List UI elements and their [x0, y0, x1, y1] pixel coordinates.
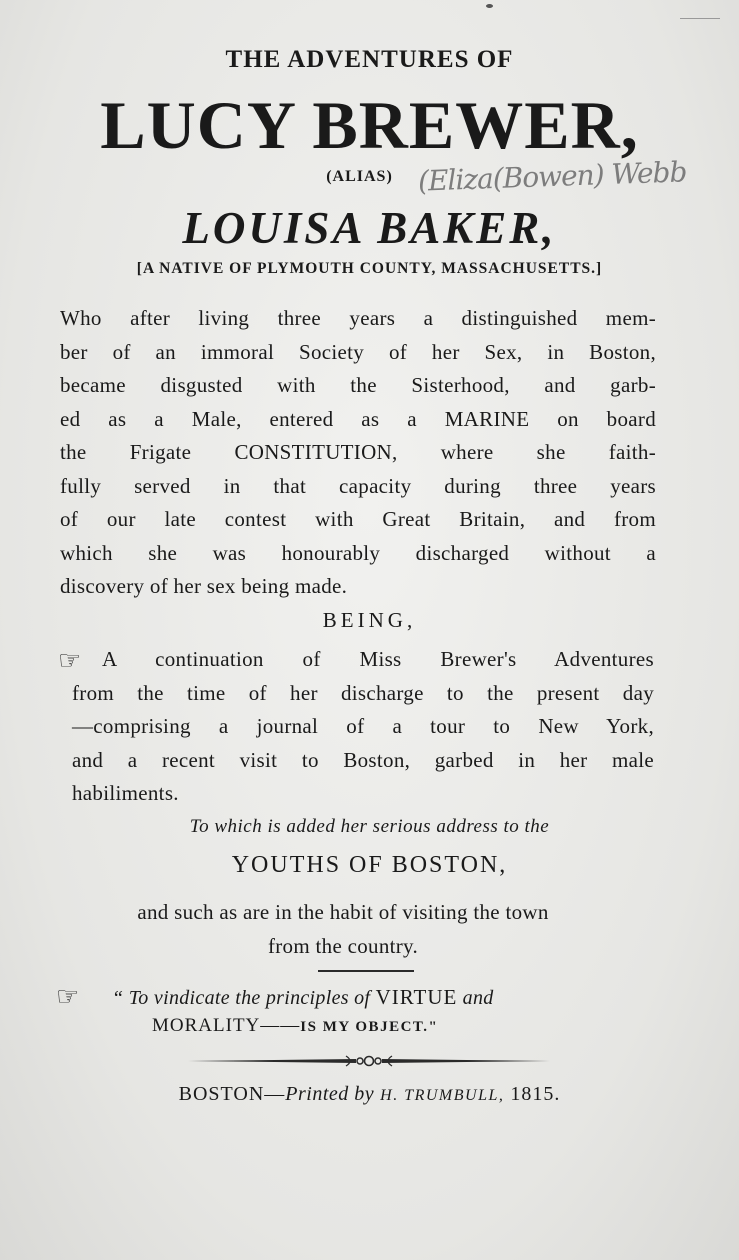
imprint-printed-by: Printed by [285, 1083, 375, 1105]
description-line: of our late contest with Great Britain, and from [60, 507, 656, 531]
pointing-hand-icon: ☞ [56, 982, 80, 1011]
motto-dash: —— [260, 1015, 301, 1036]
short-rule-divider [318, 970, 414, 972]
alias-text: (ALIAS) [326, 168, 393, 185]
continuation-line: and a recent visit to Boston, garbed in her male [72, 747, 654, 772]
imprint-line [0, 1083, 739, 1106]
motto-object: IS MY OBJECT." [300, 1019, 439, 1035]
title-line-lucy-brewer: LUCY BREWER, [100, 87, 639, 163]
motto-virtue: VIRTUE [375, 985, 458, 1009]
ornamental-rule-divider [186, 1050, 552, 1072]
country-line: from the country. [267, 933, 419, 958]
imprint-printer: H. TRUMBULL, [380, 1087, 505, 1104]
description-line: which she was honourably discharged without a [60, 540, 656, 565]
imprint-year: 1815. [510, 1083, 561, 1105]
description-line: ed as a Male, entered as a MARINE on board [60, 406, 656, 431]
description-line: became disgusted with the Sisterhood, and garb- [60, 373, 656, 397]
motto-italic-text: “ To vindicate the principles of [112, 987, 371, 1009]
motto-and: and [462, 987, 494, 1009]
description-line: fully served in that capacity during three years [60, 473, 656, 498]
motto-line-2 [152, 1015, 438, 1037]
continuation-line: habiliments. [72, 781, 179, 805]
motto-morality: MORALITY [152, 1015, 261, 1036]
continuation-paragraph [72, 643, 654, 811]
country-paragraph [44, 896, 642, 963]
being-heading: BEING, [322, 608, 417, 632]
added-address-line: To which is added her serious address to the [189, 816, 550, 837]
youths-of-boston-heading: YOUTHS OF BOSTON, [231, 852, 508, 878]
native-of-line: [A NATIVE OF PLYMOUTH COUNTY, MASSACHUSETTS.] [136, 260, 603, 277]
motto-line-1 [112, 985, 494, 1010]
description-line: Who after living three years a distinguished mem- [60, 306, 656, 330]
description-line: discovery of her sex being made. [60, 574, 348, 598]
paper-speck [486, 4, 493, 8]
continuation-line: —comprising a journal of a tour to New York, [72, 714, 654, 738]
title-line-adventures: THE ADVENTURES OF [225, 46, 514, 73]
description-paragraph [60, 302, 656, 604]
title-line-louisa-baker: LOUISA BAKER, [182, 203, 557, 253]
continuation-line: A continuation of Miss Brewer's Adventures [102, 647, 654, 671]
country-line: and such as are in the habit of visiting the town [137, 900, 549, 924]
description-line: ber of an immoral Society of her Sex, in Boston, [60, 339, 656, 364]
handwritten-annotation: (Eliza(Bowen) Webb [417, 155, 687, 198]
pointing-hand-icon: ☞ [58, 646, 82, 675]
continuation-line: from the time of her discharge to the present day [72, 680, 654, 705]
imprint-city: BOSTON— [178, 1083, 286, 1105]
paper-mark [680, 18, 720, 19]
description-line: the Frigate CONSTITUTION, where she faith- [60, 440, 656, 464]
